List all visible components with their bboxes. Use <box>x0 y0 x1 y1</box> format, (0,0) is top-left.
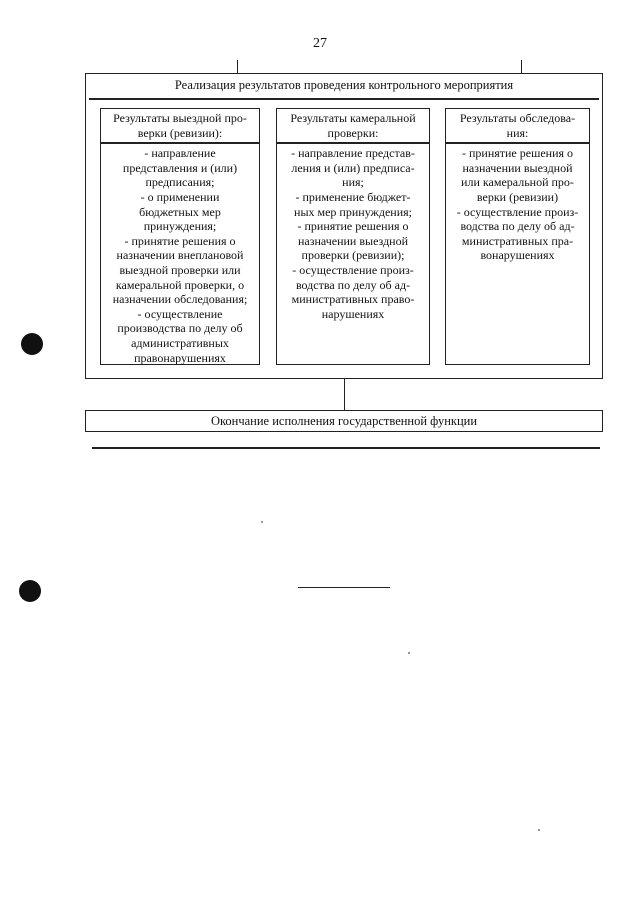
list-line: - принятие решения о <box>297 219 409 234</box>
survey-results-box <box>445 108 590 365</box>
connector-top-right <box>521 60 522 73</box>
desk-inspection-results-box <box>276 108 430 365</box>
list-line: министративных право- <box>291 292 415 307</box>
list-line: ния; <box>342 175 364 190</box>
list-line: назначении выездной <box>297 233 409 248</box>
list-line: производства по делу об <box>117 321 243 336</box>
list-line: - осуществление <box>137 306 223 321</box>
list-line: ления и (или) предписа- <box>291 160 415 175</box>
column-header-line: верки (ревизии): <box>137 125 223 140</box>
column-header-line: Результаты обследова- <box>459 111 576 125</box>
column-list <box>101 146 259 365</box>
list-line: - осуществление произ- <box>292 262 414 277</box>
section-divider <box>92 447 600 449</box>
scan-speck <box>538 829 540 831</box>
list-line: представления и (или) <box>122 160 238 175</box>
list-line: вонарушениях <box>480 248 555 263</box>
list-line: водства по делу об ад- <box>295 277 411 292</box>
list-line: выездной проверки или <box>119 262 241 277</box>
list-line: предписания; <box>145 175 215 190</box>
list-line: водства по делу об ад- <box>460 219 575 234</box>
column-header-rule <box>446 142 589 144</box>
hole-punch-mark <box>21 333 43 355</box>
connector-to-end <box>344 379 345 410</box>
column-header-line: Результаты камеральной <box>290 111 416 125</box>
column-header-rule <box>277 142 429 144</box>
list-line: назначении внеплановой <box>116 248 244 263</box>
list-line: - направление представ- <box>291 146 415 161</box>
list-line: ных мер принуждения; <box>294 204 412 219</box>
list-line: или камеральной про- <box>461 175 574 190</box>
list-line: - применение бюджет- <box>295 189 411 204</box>
list-line: административных <box>131 335 229 350</box>
list-line: - принятие решения о <box>461 146 574 161</box>
page-number: 27 <box>313 36 327 51</box>
end-rule <box>298 587 390 588</box>
list-line: верки (ревизии) <box>476 189 559 204</box>
column-list <box>277 146 429 321</box>
list-line: правонарушениях <box>134 350 226 365</box>
hole-punch-mark <box>19 580 41 602</box>
list-line: - направление <box>144 146 216 161</box>
column-header-rule <box>101 142 259 144</box>
flowchart-title: Реализация результатов проведения контрольного мероприятия <box>174 78 514 92</box>
column-header-line: проверки: <box>327 125 379 140</box>
list-line: нарушениях <box>321 306 385 321</box>
list-line: - о применении <box>140 189 220 204</box>
list-line: камеральной проверки, о <box>115 277 245 292</box>
list-line: - осуществление произ- <box>456 204 579 219</box>
list-line: министративных пра- <box>461 233 574 248</box>
column-list <box>446 146 589 263</box>
column-header-line: ния: <box>506 125 529 140</box>
end-of-function-box: Окончание исполнения государственной функции <box>85 410 603 432</box>
connector-top-left <box>237 60 238 73</box>
list-line: назначении выездной <box>462 160 573 175</box>
scan-speck <box>408 652 410 654</box>
column-header-line: Результаты выездной про- <box>113 111 247 125</box>
title-rule <box>89 98 599 100</box>
list-line: принуждения; <box>143 219 217 234</box>
onsite-inspection-results-box <box>100 108 260 365</box>
list-line: - принятие решения о <box>124 233 236 248</box>
list-line: проверки (ревизии); <box>301 248 405 263</box>
scan-speck <box>261 521 263 523</box>
list-line: бюджетных мер <box>139 204 221 219</box>
list-line: назначении обследования; <box>112 292 248 307</box>
